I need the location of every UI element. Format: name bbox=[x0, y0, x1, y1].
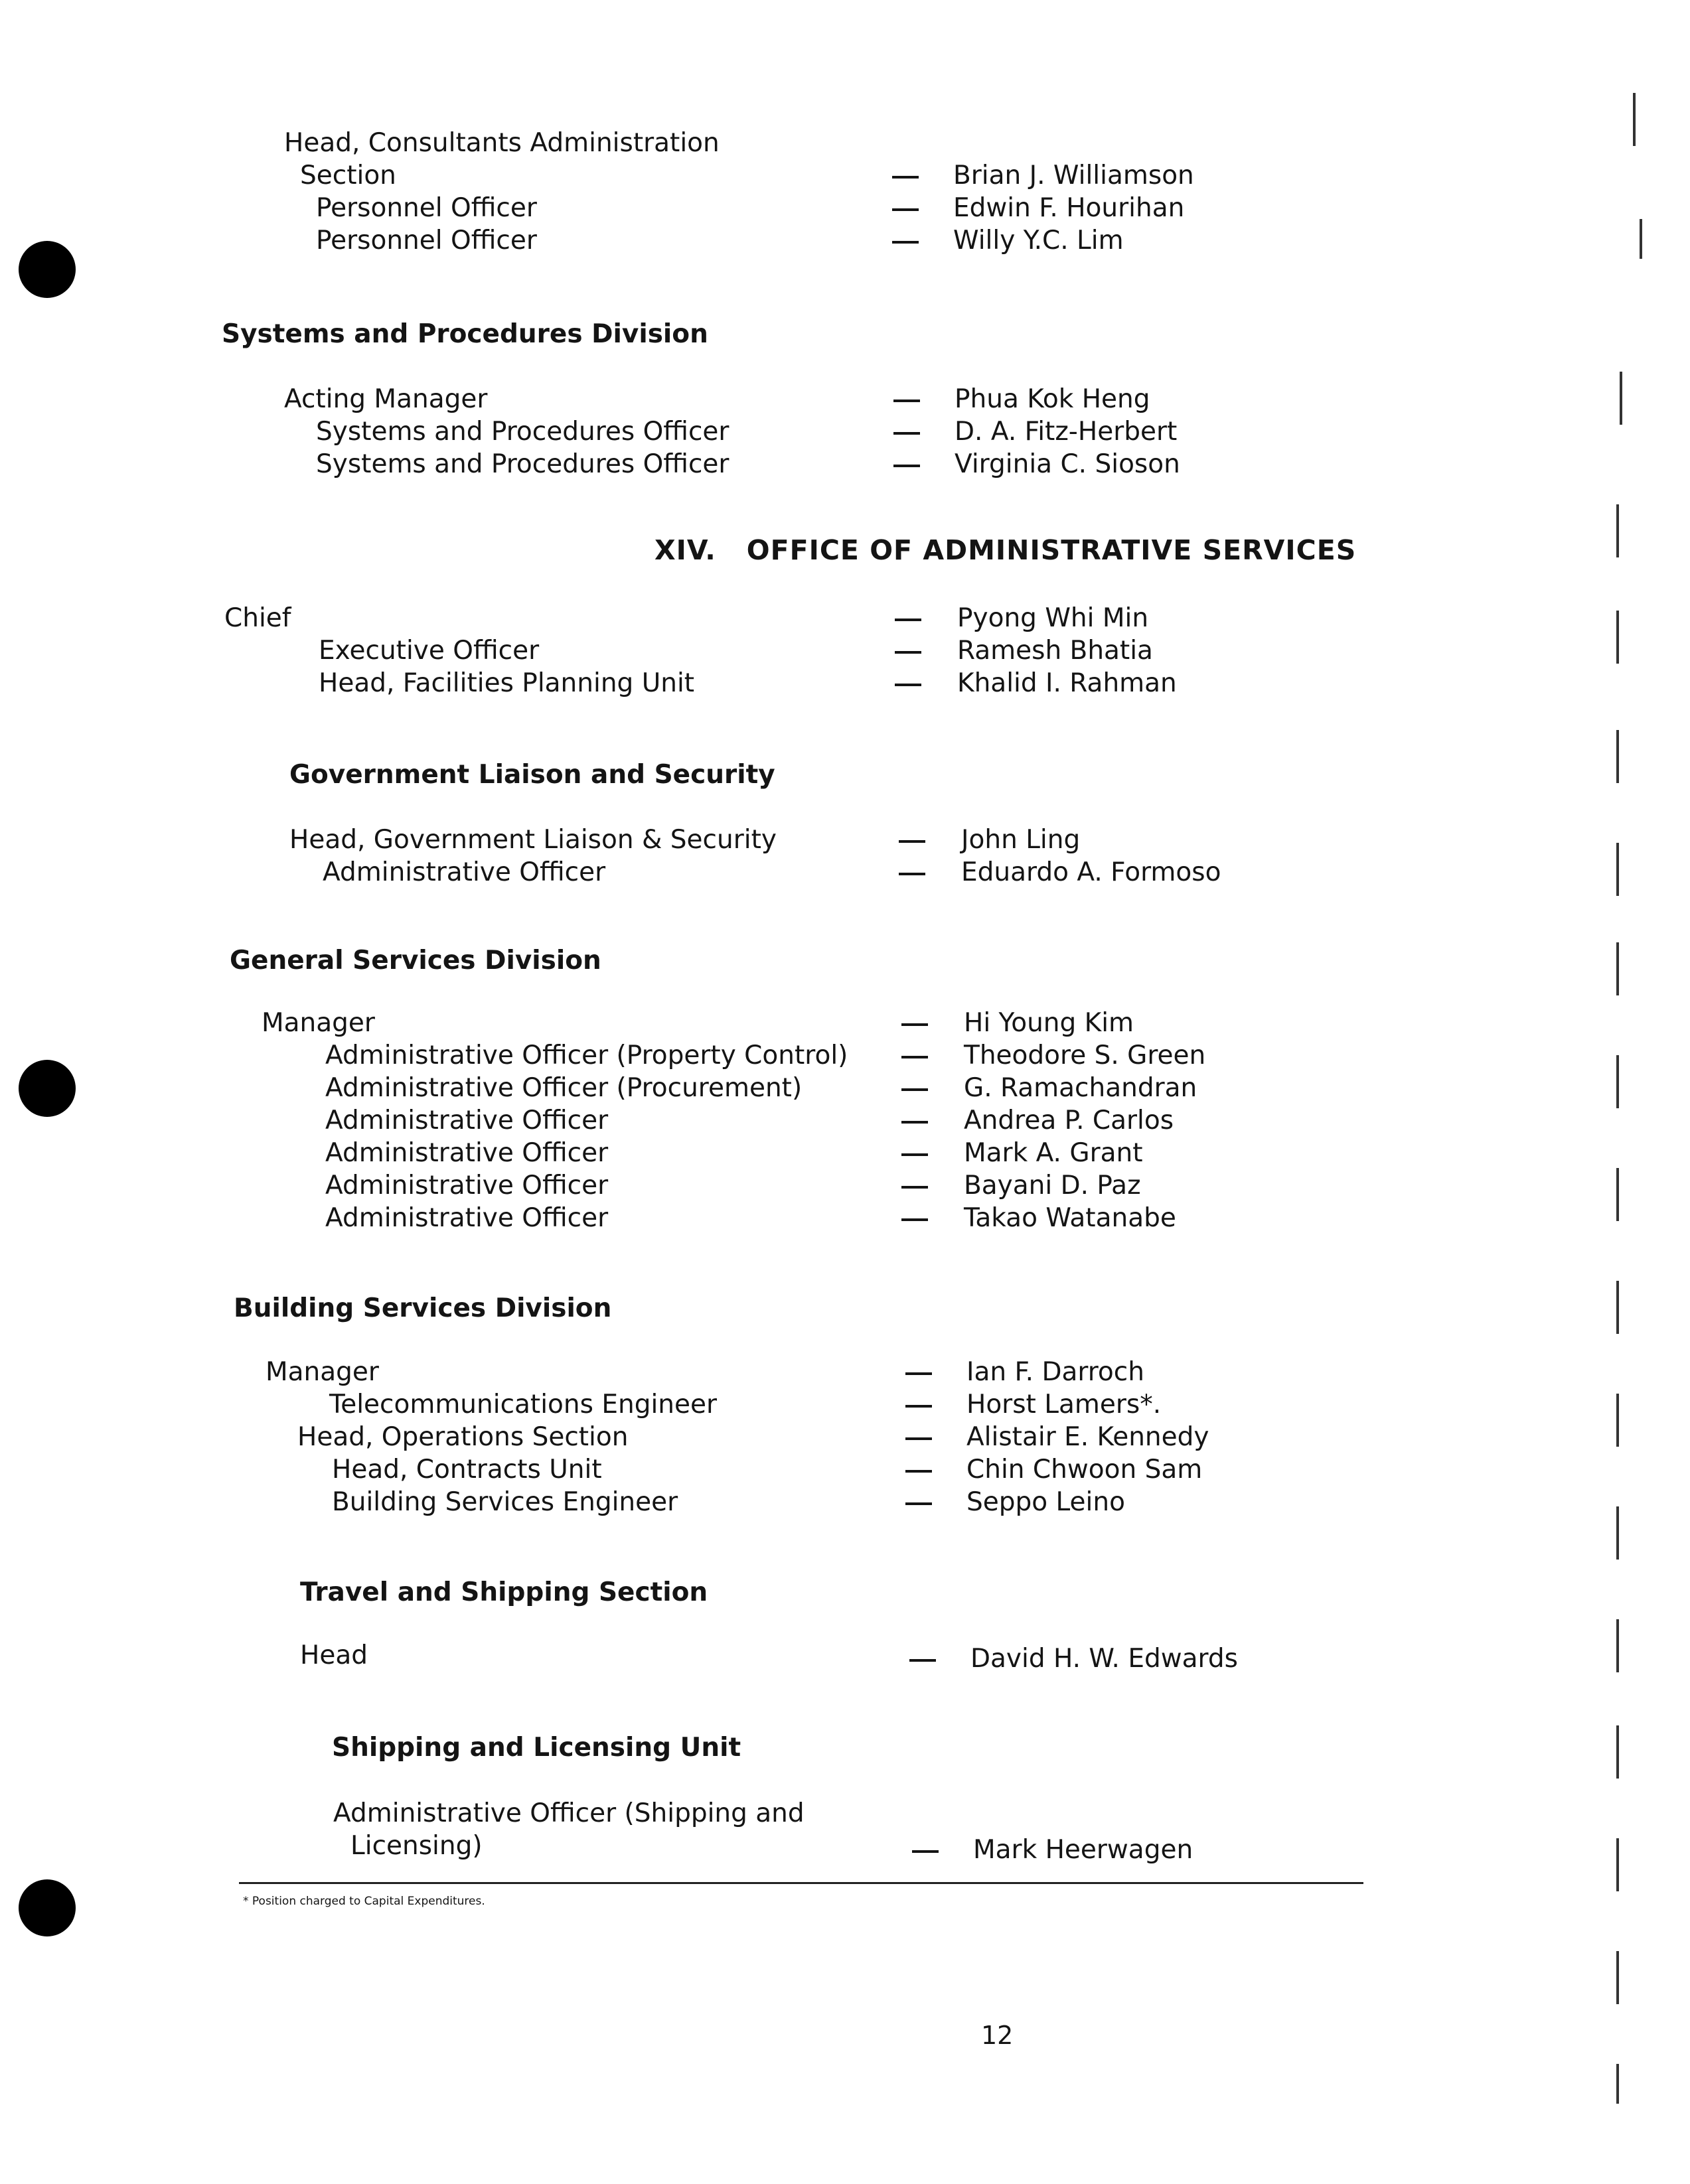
position-title: Head, Facilities Planning Unit bbox=[319, 668, 695, 698]
dash bbox=[901, 1218, 928, 1221]
dash bbox=[912, 1850, 939, 1853]
position-title: Administrative Officer (Procurement) bbox=[325, 1073, 803, 1103]
division-heading: General Services Division bbox=[230, 946, 601, 976]
person-name: D. A. Fitz-Herbert bbox=[955, 417, 1178, 447]
person-name: Eduardo A. Formoso bbox=[961, 857, 1221, 887]
position-title: Personnel Officer bbox=[316, 193, 537, 223]
person-name: Edwin F. Hourihan bbox=[953, 193, 1185, 223]
division-heading: Government Liaison and Security bbox=[289, 760, 775, 790]
person-name: Pyong Whi Min bbox=[957, 603, 1149, 633]
position-title: Manager bbox=[266, 1357, 379, 1387]
person-name: Takao Watanabe bbox=[964, 1203, 1176, 1233]
person-name: Khalid I. Rahman bbox=[957, 668, 1177, 698]
position-title: Head, Contracts Unit bbox=[332, 1455, 602, 1485]
dash bbox=[899, 840, 925, 843]
dash bbox=[893, 465, 920, 467]
dash bbox=[909, 1659, 936, 1662]
division-heading: Systems and Procedures Division bbox=[222, 319, 708, 349]
person-name: Horst Lamers*. bbox=[966, 1390, 1162, 1420]
dash bbox=[895, 684, 921, 686]
person-name: Brian J. Williamson bbox=[953, 161, 1194, 190]
page-number: 12 bbox=[981, 2021, 1014, 2050]
position-title: Licensing) bbox=[350, 1831, 483, 1861]
dash bbox=[905, 1470, 932, 1473]
person-name: David H. W. Edwards bbox=[970, 1644, 1238, 1674]
dash bbox=[905, 1502, 932, 1505]
position-title: Systems and Procedures Officer bbox=[316, 449, 730, 479]
person-name: Willy Y.C. Lim bbox=[953, 226, 1124, 255]
person-name: Alistair E. Kennedy bbox=[966, 1422, 1209, 1452]
footnote: * Position charged to Capital Expenditures. bbox=[243, 1895, 485, 1908]
dash bbox=[901, 1056, 928, 1058]
division-heading: Travel and Shipping Section bbox=[300, 1577, 708, 1607]
dash bbox=[899, 873, 925, 875]
dash bbox=[895, 619, 921, 621]
position-title: Administrative Officer bbox=[325, 1203, 609, 1233]
division-heading: Shipping and Licensing Unit bbox=[332, 1733, 741, 1763]
person-name: Ian F. Darroch bbox=[966, 1357, 1144, 1387]
position-title: Building Services Engineer bbox=[332, 1487, 678, 1517]
section-heading: XIV. OFFICE OF ADMINISTRATIVE SERVICES bbox=[654, 534, 1357, 566]
person-name: Virginia C. Sioson bbox=[955, 449, 1180, 479]
dash bbox=[892, 241, 919, 244]
position-title: Administrative Officer (Property Control) bbox=[325, 1041, 848, 1070]
position-title: Head bbox=[300, 1640, 368, 1670]
person-name: Ramesh Bhatia bbox=[957, 636, 1153, 666]
dash bbox=[895, 651, 921, 654]
dash bbox=[905, 1372, 932, 1375]
person-name: Seppo Leino bbox=[966, 1487, 1125, 1517]
binder-hole-top bbox=[19, 241, 76, 298]
person-name: Hi Young Kim bbox=[964, 1008, 1134, 1038]
dash bbox=[905, 1405, 932, 1408]
person-name: Phua Kok Heng bbox=[955, 384, 1150, 414]
position-title: Systems and Procedures Officer bbox=[316, 417, 730, 447]
position-title: Chief bbox=[224, 603, 291, 633]
person-name: Bayani D. Paz bbox=[964, 1171, 1141, 1201]
dash bbox=[901, 1121, 928, 1124]
dash bbox=[901, 1088, 928, 1091]
dash bbox=[901, 1186, 928, 1189]
position-title: Executive Officer bbox=[319, 636, 540, 666]
dash bbox=[892, 208, 919, 211]
person-name: John Ling bbox=[961, 825, 1081, 855]
position-title: Administrative Officer bbox=[325, 1138, 609, 1168]
position-title: Head, Consultants Administration bbox=[284, 128, 720, 158]
dash bbox=[901, 1153, 928, 1156]
position-title: Telecommunications Engineer bbox=[329, 1390, 718, 1420]
position-title: Head, Government Liaison & Security bbox=[289, 825, 777, 855]
footnote-rule bbox=[239, 1882, 1363, 1884]
position-title: Acting Manager bbox=[284, 384, 488, 414]
dash bbox=[901, 1023, 928, 1026]
person-name: Mark Heerwagen bbox=[973, 1835, 1193, 1865]
dash bbox=[893, 400, 920, 402]
binder-hole-bottom bbox=[19, 1879, 76, 1936]
dash bbox=[893, 432, 920, 435]
position-title: Personnel Officer bbox=[316, 226, 537, 255]
division-heading: Building Services Division bbox=[234, 1293, 612, 1323]
dash bbox=[892, 176, 919, 179]
person-name: Andrea P. Carlos bbox=[964, 1106, 1174, 1135]
position-title: Administrative Officer bbox=[323, 857, 606, 887]
position-title: Section bbox=[300, 161, 396, 190]
dash bbox=[905, 1437, 932, 1440]
person-name: Mark A. Grant bbox=[964, 1138, 1143, 1168]
position-title: Manager bbox=[262, 1008, 375, 1038]
position-title: Head, Operations Section bbox=[297, 1422, 629, 1452]
position-title: Administrative Officer bbox=[325, 1171, 609, 1201]
position-title: Administrative Officer bbox=[325, 1106, 609, 1135]
person-name: Chin Chwoon Sam bbox=[966, 1455, 1203, 1485]
position-title: Administrative Officer (Shipping and bbox=[333, 1798, 805, 1828]
person-name: Theodore S. Green bbox=[964, 1041, 1206, 1070]
binder-hole-middle bbox=[19, 1060, 76, 1117]
person-name: G. Ramachandran bbox=[964, 1073, 1197, 1103]
